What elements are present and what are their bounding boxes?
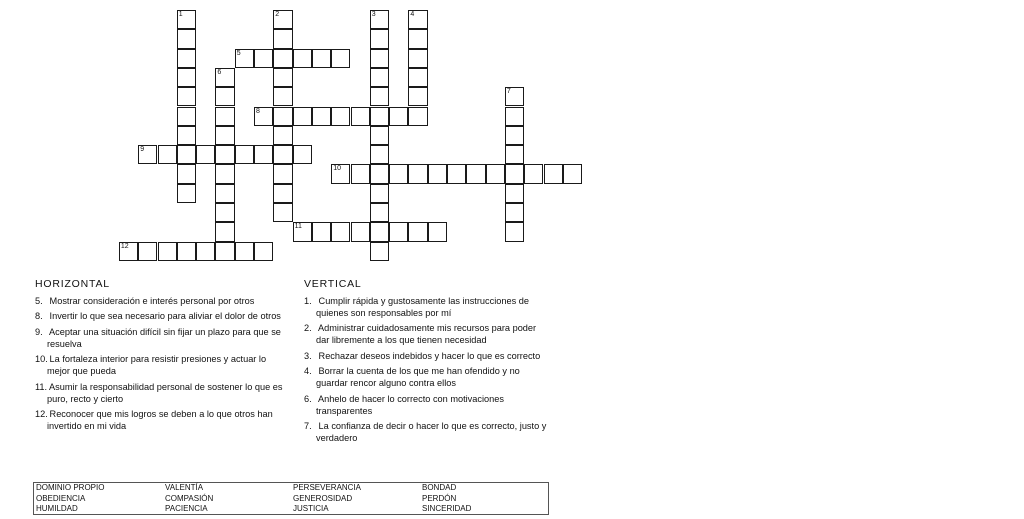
word-bank-item: OBEDIENCIA	[36, 493, 86, 503]
cell-number: 3	[371, 11, 376, 18]
down-clue	[304, 295, 550, 319]
clue-number: 11.	[35, 381, 48, 392]
word-bank-item: BONDAD	[422, 483, 457, 492]
grid-cell[interactable]	[273, 107, 292, 126]
clue-number: 4.	[304, 366, 312, 377]
cell-number: 8	[256, 107, 260, 115]
cell-number: 6	[217, 68, 222, 76]
across-clue	[35, 310, 287, 322]
clue-text: La fortaleza interior para resistir presiones y actuar lo mejor que pueda	[47, 354, 267, 377]
grid-cell[interactable]	[331, 222, 350, 241]
across-clue	[35, 381, 287, 405]
down-clue	[304, 322, 550, 346]
clue-text: Aceptar una situación difícil sin fijar un plazo para que se resuelva	[47, 326, 281, 349]
clue-text: Mostrar consideración e interés personal por otros	[47, 296, 255, 306]
word-bank-item: DOMINIO PROPIO	[36, 483, 105, 492]
grid-cell[interactable]	[215, 164, 234, 183]
grid-cell[interactable]	[389, 164, 408, 183]
grid-cell[interactable]	[312, 107, 331, 126]
grid-cell[interactable]	[408, 107, 427, 126]
grid-cell[interactable]	[177, 49, 196, 68]
grid-cell[interactable]	[428, 164, 447, 183]
word-bank-item: PACIENCIA	[165, 504, 208, 513]
across-clue	[35, 326, 287, 350]
grid-cell[interactable]	[466, 164, 485, 183]
grid-cell[interactable]	[273, 126, 292, 145]
clue-number: 10.	[35, 354, 48, 365]
grid-cell[interactable]	[215, 203, 234, 222]
grid-cell[interactable]	[293, 222, 312, 241]
grid-cell[interactable]	[486, 164, 505, 183]
clue-text: Cumplir rápida y gustosamente las instrucciones de quienes son responsables por mí	[316, 296, 529, 318]
grid-cell[interactable]	[505, 164, 524, 183]
word-bank-item: COMPASIÓN	[165, 493, 214, 503]
clue-text: Reconocer que mis logros se deben a lo que otros han invertido en mi vida	[47, 408, 273, 431]
grid-cell[interactable]	[177, 29, 196, 48]
grid-cell[interactable]	[505, 222, 524, 241]
grid-cell[interactable]	[273, 68, 292, 87]
grid-cell[interactable]	[177, 184, 196, 203]
grid-cell[interactable]	[215, 126, 234, 145]
across-heading: HORIZONTAL	[35, 278, 110, 290]
grid-cell[interactable]	[177, 242, 196, 261]
grid-cell[interactable]	[408, 87, 427, 106]
cell-number: 12	[120, 242, 129, 250]
grid-cell[interactable]	[370, 29, 389, 48]
clue-number: 2.	[304, 323, 312, 334]
grid-cell[interactable]	[215, 87, 234, 106]
grid-cell[interactable]	[158, 145, 177, 164]
grid-cell[interactable]	[370, 164, 389, 183]
across-clue	[35, 353, 287, 377]
grid-cell[interactable]	[505, 203, 524, 222]
grid-cell[interactable]	[505, 184, 524, 203]
across-clues	[35, 295, 287, 435]
cell-number: 7	[506, 88, 511, 96]
down-heading: VERTICAL	[304, 278, 362, 290]
across-clue	[35, 408, 287, 432]
grid-cell[interactable]	[351, 107, 370, 126]
down-clue	[304, 365, 550, 389]
grid-cell[interactable]	[138, 145, 157, 164]
clue-text: Administrar cuidadosamente mis recursos para poder dar libremente a los que tienen necesidad	[316, 323, 537, 346]
grid-cell[interactable]	[273, 49, 292, 68]
word-bank-item: PERSEVERANCIA	[293, 483, 362, 492]
grid-cell[interactable]	[273, 145, 292, 164]
grid-cell[interactable]	[254, 242, 273, 261]
grid-cell[interactable]	[177, 87, 196, 106]
grid-cell[interactable]	[370, 126, 389, 145]
clue-number: 7.	[304, 420, 312, 431]
grid-cell[interactable]	[196, 242, 215, 261]
crossword-grid	[0, 0, 560, 270]
word-bank-item: SINCERIDAD	[422, 504, 472, 513]
word-bank	[33, 482, 549, 515]
grid-cell[interactable]	[293, 49, 312, 68]
clue-text: Anhelo de hacer lo correcto con motivaciones transparentes	[316, 393, 504, 416]
grid-cell[interactable]	[370, 10, 389, 29]
clue-text: Invertir lo que sea necesario para aliviar el dolor de otros	[47, 311, 281, 322]
clue-number: 1.	[304, 296, 312, 306]
grid-cell[interactable]	[312, 222, 331, 241]
clue-text: Rechazar deseos indebidos y hacer lo que es correcto	[316, 350, 541, 361]
grid-cell[interactable]	[273, 87, 292, 106]
grid-cell[interactable]	[331, 164, 350, 183]
grid-cell[interactable]	[138, 242, 157, 261]
clue-text: La confianza de decir o hacer lo que es correcto, justo y verdadero	[316, 420, 547, 443]
grid-cell[interactable]	[273, 184, 292, 203]
grid-cell[interactable]	[177, 10, 196, 29]
grid-cell[interactable]	[505, 87, 524, 106]
grid-cell[interactable]	[254, 145, 273, 164]
grid-cell[interactable]	[331, 107, 350, 126]
grid-cell[interactable]	[351, 222, 370, 241]
grid-cell[interactable]	[254, 49, 273, 68]
grid-cell[interactable]	[119, 242, 138, 261]
grid-cell[interactable]	[408, 68, 427, 87]
grid-cell[interactable]	[389, 107, 408, 126]
grid-cell[interactable]	[177, 126, 196, 145]
grid-cell[interactable]	[331, 49, 350, 68]
clue-number: 6.	[304, 393, 312, 404]
grid-cell[interactable]	[215, 184, 234, 203]
cell-number: 11	[294, 223, 302, 231]
clue-text: Borrar la cuenta de los que me han ofendido y no guardar rencor alguno contra ellos	[316, 366, 520, 389]
clue-text: Asumir la responsabilidad personal de sostener lo que es puro, recto y cierto	[47, 381, 283, 404]
grid-cell[interactable]	[177, 145, 196, 164]
grid-cell[interactable]	[408, 29, 427, 48]
grid-cell[interactable]	[235, 242, 254, 261]
grid-cell[interactable]	[408, 164, 427, 183]
down-clues	[304, 295, 550, 447]
grid-cell[interactable]	[544, 164, 563, 183]
clue-number: 8.	[35, 311, 43, 322]
grid-cell[interactable]	[370, 242, 389, 261]
grid-cell[interactable]	[273, 10, 292, 29]
grid-cell[interactable]	[370, 49, 389, 68]
grid-cell[interactable]	[563, 164, 582, 183]
grid-cell[interactable]	[370, 203, 389, 222]
grid-cell[interactable]	[215, 242, 234, 261]
clue-number: 5.	[35, 296, 43, 306]
cell-number: 9	[140, 146, 145, 154]
grid-cell[interactable]	[177, 164, 196, 183]
grid-cell[interactable]	[370, 222, 389, 241]
down-clue	[304, 393, 550, 417]
word-bank-item: HUMILDAD	[36, 504, 78, 513]
grid-cell[interactable]	[273, 29, 292, 48]
cell-number: 2	[275, 11, 280, 18]
grid-cell[interactable]	[293, 145, 312, 164]
grid-cell[interactable]	[370, 145, 389, 164]
grid-cell[interactable]	[177, 68, 196, 87]
grid-cell[interactable]	[273, 164, 292, 183]
grid-cell[interactable]	[215, 145, 234, 164]
word-bank-item: PERDÓN	[422, 493, 457, 503]
grid-cell[interactable]	[312, 49, 331, 68]
clue-number: 9.	[35, 326, 43, 337]
grid-cell[interactable]	[351, 164, 370, 183]
grid-cell[interactable]	[235, 145, 254, 164]
cell-number: 1	[178, 11, 183, 18]
grid-cell[interactable]	[408, 10, 427, 29]
grid-cell[interactable]	[177, 107, 196, 126]
grid-cell[interactable]	[447, 164, 466, 183]
word-bank-item: JUSTICIA	[293, 504, 329, 513]
grid-cell[interactable]	[370, 87, 389, 106]
grid-cell[interactable]	[370, 68, 389, 87]
grid-cell[interactable]	[158, 242, 177, 261]
grid-cell[interactable]	[273, 203, 292, 222]
word-bank-item: GENEROSIDAD	[293, 493, 353, 503]
across-clue	[35, 295, 287, 307]
grid-cell[interactable]	[370, 184, 389, 203]
down-clue	[304, 350, 550, 362]
word-bank-item: VALENTÍA	[165, 483, 204, 492]
grid-cell[interactable]	[408, 222, 427, 241]
grid-cell[interactable]	[293, 107, 312, 126]
grid-cell[interactable]	[505, 126, 524, 145]
grid-cell[interactable]	[196, 145, 215, 164]
grid-cell[interactable]	[408, 49, 427, 68]
grid-cell[interactable]	[505, 145, 524, 164]
grid-cell[interactable]	[215, 107, 234, 126]
grid-cell[interactable]	[215, 222, 234, 241]
grid-cell[interactable]	[235, 49, 254, 68]
grid-cell[interactable]	[389, 222, 408, 241]
clue-number: 3.	[304, 350, 312, 361]
grid-cell[interactable]	[524, 164, 543, 183]
grid-cell[interactable]	[428, 222, 447, 241]
cell-number: 10	[333, 165, 341, 173]
down-clue	[304, 420, 550, 444]
clue-number: 12.	[35, 408, 48, 419]
cell-number: 4	[410, 11, 415, 18]
grid-cell[interactable]	[254, 107, 273, 126]
grid-cell[interactable]	[370, 107, 389, 126]
cell-number: 5	[236, 49, 241, 57]
grid-cell[interactable]	[505, 107, 524, 126]
grid-cell[interactable]	[215, 68, 234, 87]
